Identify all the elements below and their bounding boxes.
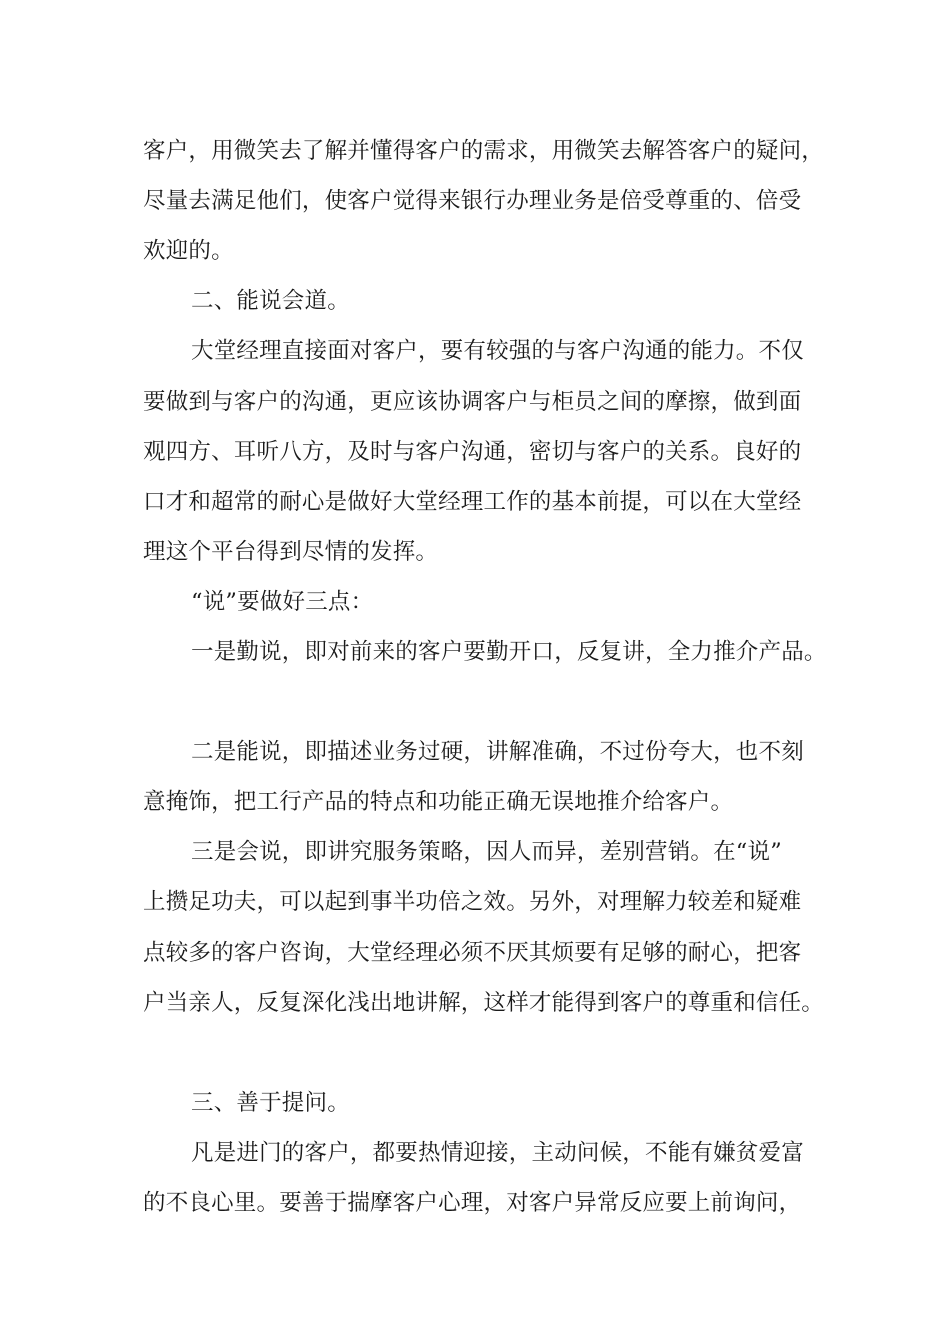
text-line: 三是会说，即讲究服务策略，因人而异，差别营销。在“说” [191, 839, 782, 865]
text-line: 凡是进门的客户，都要热情迎接，主动问候，不能有嫌贫爱富 [191, 1140, 804, 1166]
text-line: 上攒足功夫，可以起到事半功倍之效。另外，对理解力较差和疑难 [143, 889, 802, 915]
text-line: 点较多的客户咨询，大堂经理必须不厌其烦要有足够的耐心，把客 [143, 940, 802, 966]
section-heading: 二、能说会道。 [191, 288, 350, 314]
text-line: 要做到与客户的沟通，更应该协调客户与柜员之间的摩擦，做到面 [143, 389, 802, 415]
text-line: 观四方、耳听八方，及时与客户沟通，密切与客户的关系。良好的 [143, 439, 802, 465]
text-line: 尽量去满足他们，使客户觉得来银行办理业务是倍受尊重的、倍受 [143, 188, 802, 214]
text-line: 一是勤说，即对前来的客户要勤开口，反复讲，全力推介产品。 [191, 639, 827, 665]
text-line: 客户，用微笑去了解并懂得客户的需求，用微笑去解答客户的疑问， [143, 138, 825, 164]
text-line: 大堂经理直接面对客户，要有较强的与客户沟通的能力。不仅 [191, 338, 804, 364]
text-line: 理这个平台得到尽情的发挥。 [143, 539, 439, 565]
text-line: 二是能说，即描述业务过硬，讲解准确，不过份夸大，也不刻 [191, 739, 804, 765]
text-line: 意掩饰，把工行产品的特点和功能正确无误地推介给客户。 [143, 789, 734, 815]
text-line: 欢迎的。 [143, 238, 234, 264]
text-line: “说”要做好三点： [191, 589, 374, 615]
text-line: 户当亲人，反复深化浅出地讲解，这样才能得到客户的尊重和信任。 [143, 990, 825, 1016]
section-heading: 三、善于提问。 [191, 1090, 350, 1116]
text-line: 的不良心里。要善于揣摩客户心理，对客户异常反应要上前询问， [143, 1190, 802, 1216]
text-line: 口才和超常的耐心是做好大堂经理工作的基本前提，可以在大堂经 [143, 489, 802, 515]
